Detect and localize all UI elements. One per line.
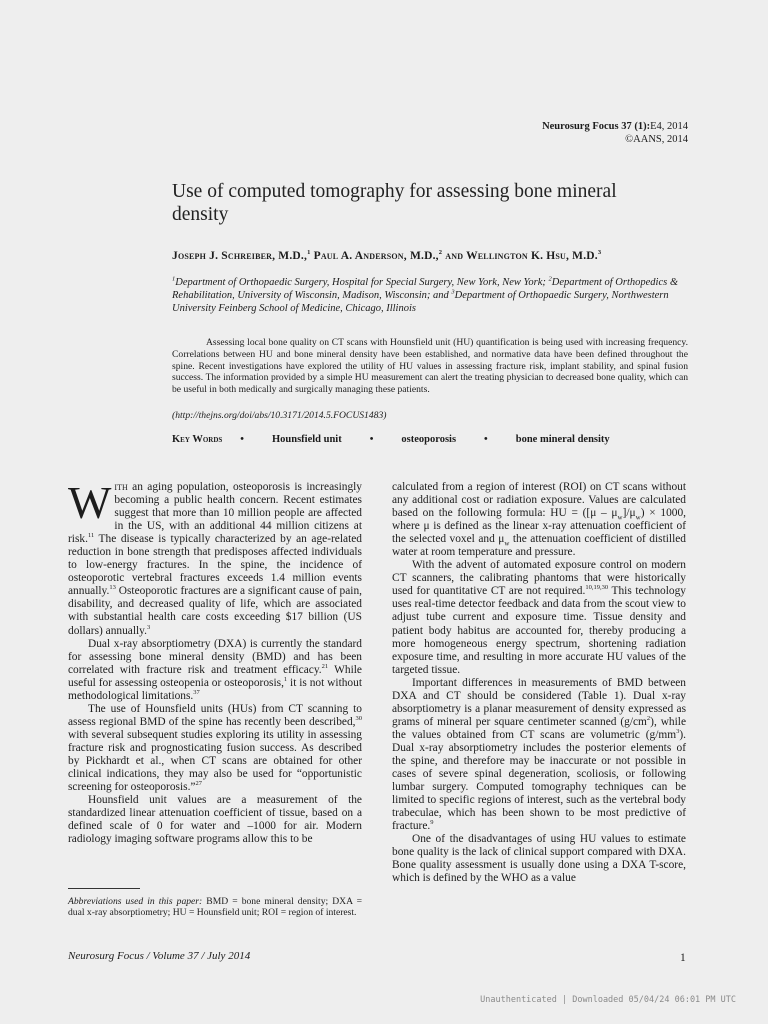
lead-in: ith — [114, 481, 128, 493]
download-watermark: Unauthenticated | Downloaded 05/04/24 06:01 PM UTC — [480, 995, 736, 1005]
author-conjunction: and — [442, 250, 467, 262]
drop-cap: W — [68, 477, 112, 528]
citation-ref: 9 — [430, 819, 434, 827]
citation-ref: 3 — [146, 623, 151, 631]
affiliation: Department of Orthopaedic Surgery, Northwestern University Feinberg School of Medicine, Chicago, Illinois — [172, 290, 669, 315]
abstract — [172, 337, 688, 396]
paragraph — [68, 703, 362, 794]
text-run: With the advent of automated exposure control on modern CT scanners, the calibrating phantoms that were historically used for quantitative CT are not required. — [392, 559, 686, 598]
text-run: While useful for assessing osteopenia or osteoporosis, — [68, 663, 362, 689]
author-list — [172, 250, 601, 262]
paragraph — [68, 477, 362, 638]
affiliations — [172, 276, 692, 316]
citation-ref: 27 — [195, 780, 202, 788]
paragraph — [68, 638, 362, 703]
text-run: ) × 1000, where μ is defined as the linear x-ray attenuation coefficient of the selected voxel and μ — [392, 507, 687, 546]
keywords — [172, 434, 610, 445]
paragraph — [392, 481, 686, 559]
affiliation: Department of Orthopaedic Surgery, Hospital for Special Surgery, New York, New York; — [175, 277, 549, 288]
text-run: The disease is typically characterized by an age-related reduction in bone strength that predisposes affected individuals to low-energy fractures. In the spine, the incidence of osteoporotic vertebral fractures exceeds 1.4 million events annually. — [68, 533, 362, 598]
body-column-left — [68, 477, 362, 846]
footnote-text: BMD = bone mineral density; DXA = dual x-ray absorptiometry; HU = Hounsfield unit; ROI = region of interest. — [68, 896, 362, 919]
superscript: 3 — [676, 728, 680, 736]
footnote-divider — [68, 888, 140, 889]
author-name: Joseph J. Schreiber, M.D., — [172, 250, 308, 262]
text-run: an aging population, osteoporosis is increasingly becoming a public health concern. Recent estimates suggest that more than 10 million people are affected in the US, with an additional 44 million citizens at risk. — [68, 481, 362, 546]
footer-journal: Neurosurg Focus / Volume 37 / July 2014 — [68, 950, 251, 962]
keyword: osteoporosis — [401, 434, 457, 445]
text-run: Dual x-ray absorptiometry (DXA) is currently the standard for assessing bone mineral density (BMD) and has been correlated with fracture risk and treatment efficacy. — [68, 637, 362, 676]
text-run: ), while the values obtained from CT scans are volumetric (g/mm — [392, 715, 687, 741]
text-run: Osteoporotic fractures are a significant cause of pain, disability, and decreased quality of life, which are associated with substantial health care costs exceeding $17 billion (US dollars) annually. — [68, 585, 362, 637]
journal-citation — [542, 120, 688, 133]
copyright: ©AANS, 2014 — [625, 134, 688, 145]
page-number: 1 — [680, 952, 686, 964]
text-run: ]/μ — [622, 507, 636, 520]
body-column-right — [392, 481, 686, 885]
superscript: 2 — [646, 715, 651, 723]
author-name: Wellington K. Hsu, M.D. — [466, 250, 598, 262]
abstract-text: Assessing local bone quality on CT scans with Hounsfield unit (HU) quantification is being used with increasing frequency. Correlations between HU and bone mineral density have been established, and normative data have been defined throughout the spine. Recent investigations have explored the utility of HU values in assessing fracture risk, implant stability, and spinal fusion success. The information provided by a simple HU measurement can alert the treating physician to decreased bone quality, which can be useful in both medically and surgically managing these patients. — [172, 337, 688, 396]
subscript: w — [635, 513, 641, 522]
article-title: Use of computed tomography for assessing bone mineral density — [172, 181, 617, 225]
affil-mark: 2 — [548, 275, 552, 283]
affiliation: Department of Orthopedics & Rehabilitation, University of Wisconsin, Madison, Wisconsin; and — [172, 277, 679, 302]
paragraph: One of the disadvantages of using HU values to estimate bone quality is the lack of clinical support compared with DXA. Bone quality assessment is usually done using a DXA T-score, which is defined by the WHO as a value — [392, 833, 686, 885]
keyword-bullet: • — [484, 434, 488, 445]
text-run: The use of Hounsfield units (HUs) from CT scanning to assess regional BMD of the spine has recently been described, — [68, 702, 362, 728]
citation-ref: 10,19,30 — [585, 584, 609, 592]
paragraph — [392, 677, 686, 834]
citation-ref: 21 — [321, 662, 329, 670]
subscript: w — [617, 513, 623, 522]
keyword-bullet: • — [369, 434, 374, 445]
doi-link[interactable]: (http://thejns.org/doi/abs/10.3171/2014.5.FOCUS1483) — [172, 410, 387, 421]
text-run: it is not without methodological limitations. — [68, 676, 362, 702]
text-run: calculated from a region of interest (ROI) on CT scans without any additional cost or radiation exposure. Values are calculated based on the following formula: HU = ([μ – μ — [392, 481, 686, 520]
keyword: Hounsfield unit — [271, 434, 342, 445]
author-affil-mark: 2 — [438, 249, 443, 257]
paragraph — [392, 559, 686, 676]
keyword-bullet: • — [240, 434, 244, 445]
journal-issue: E4, 2014 — [650, 121, 688, 132]
text-run: the attenuation coefficient of distilled water at room temperature and pressure. — [392, 533, 686, 559]
citation-ref: 30 — [355, 715, 362, 723]
author-affil-mark: 1 — [307, 249, 311, 257]
text-run: with several subsequent studies exploring its utility in assessing fracture risk and prognosticating fusion success. As described by Pickhardt et al., when CT scans are obtained for other clinical indications, they may also be used for “opportunistic screening for osteoporosis.” — [68, 728, 362, 794]
keyword: bone mineral density — [515, 434, 610, 445]
author-name: Paul A. Anderson, M.D., — [310, 250, 439, 262]
footnote-label: Abbreviations used in this paper: — [68, 896, 203, 907]
subscript: w — [504, 539, 510, 548]
affil-mark: 3 — [451, 288, 455, 296]
affil-mark: 1 — [172, 275, 176, 283]
paragraph: Hounsfield unit values are a measurement of the standardized linear attenuation coefficient of tissue, based on a defined scale of 0 for water and –1000 for air. Modern radiology imaging software programs allow this to be — [68, 794, 362, 846]
text-run: Important differences in measurements of BMD between DXA and CT should be considered (Table 1). Dual x-ray absorptiometry is a planar measurement of density expressed as grams of mineral per square centimeter scanned (g/cm — [392, 676, 686, 728]
citation-ref: 1 — [283, 675, 288, 683]
keywords-label: Key Words — [172, 434, 223, 445]
text-run: This technology uses real-time detector feedback and data from the scout view to adjust tube current and exposure time. Tissue density and patient body habitus are accounted for, thereby producing a more homogeneous energy spectrum, shortening radiation exposure time, and resulting in more accurate HU values of the targeted tissue. — [392, 585, 686, 676]
citation-ref: 13 — [109, 584, 116, 592]
abbreviations-footnote — [68, 896, 362, 919]
journal-name: Neurosurg Focus 37 (1): — [542, 121, 651, 132]
citation-ref: 37 — [193, 688, 200, 696]
text-run: ). Dual x-ray absorptiometry includes the posterior elements of the spine, and therefore may be inaccurate or not possible in cases of severe spinal degeneration, scoliosis, or following lumbar surgery. Computed tomography techniques can be limited to specific regions of interest, such as the vertebral body trabeculae, which has been shown to be most predictive of fracture. — [392, 728, 686, 833]
citation-ref: 11 — [87, 532, 95, 540]
author-affil-mark: 3 — [597, 249, 602, 257]
